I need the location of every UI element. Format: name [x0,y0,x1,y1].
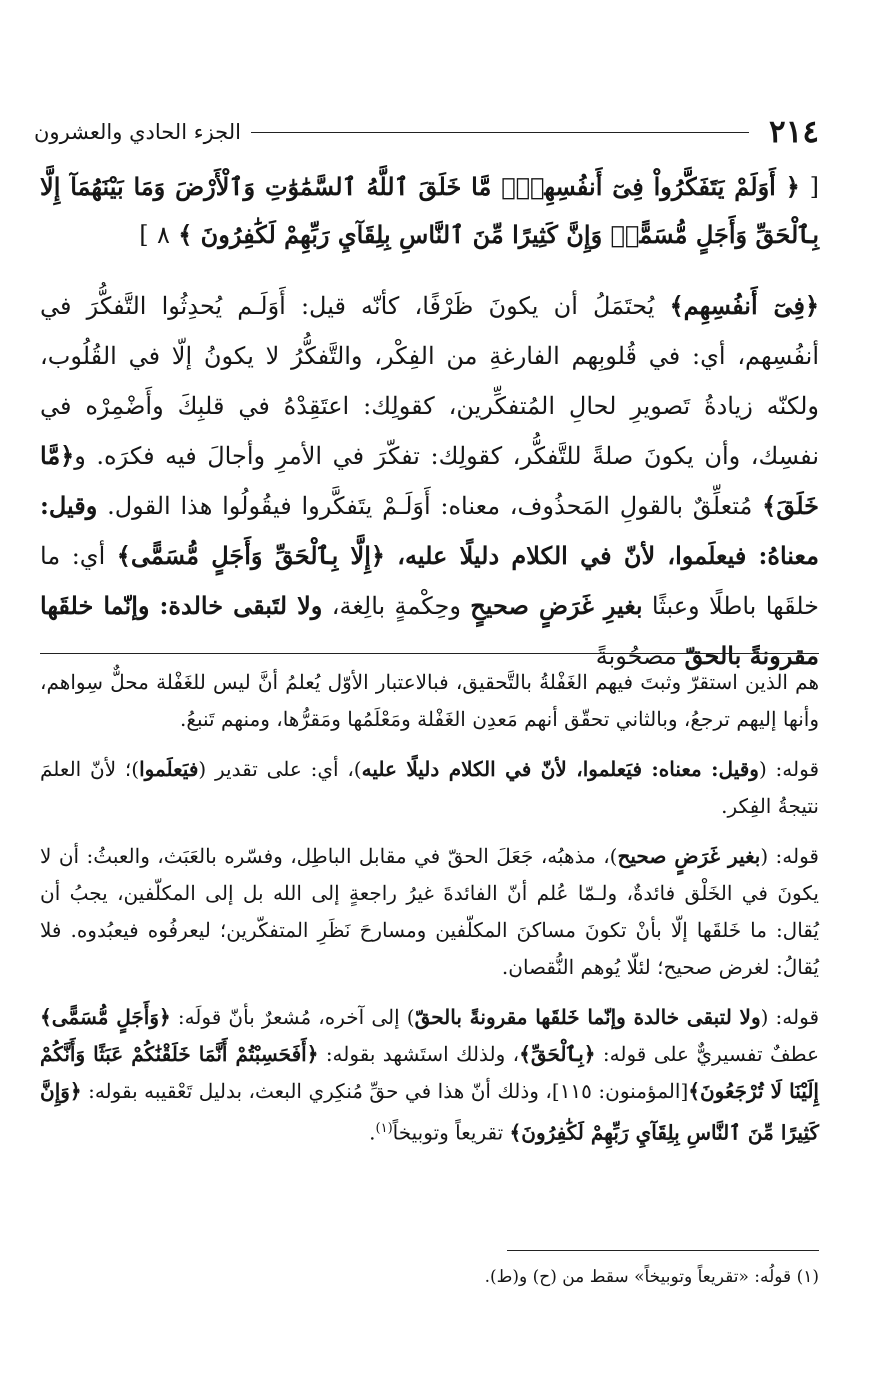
verse-number: ٨ [156,221,170,249]
commentary-bold: بغير غَرَضٍ صحيح [617,844,761,868]
commentary-paragraph-3 [40,838,819,986]
commentary-segment: ، ولذلك استَشهد بقوله: [318,1042,520,1066]
verse-open-bracket: [ [809,173,820,201]
commentary-segment: تقريعاً وتوبيخاً [392,1120,510,1145]
commentary-segment: ) إلى آخره، مُشعرٌ بأنّ قولَه: [170,1005,415,1029]
commentary-segment: [المؤمنون: ١١٥]، وذلك أنّ هذا في حقِّ مُنكِري البعث، بدليل تَعْقيبه بقوله: [81,1079,689,1103]
header-rule [251,132,749,133]
commentary-segment: عطفٌ تفسيريٌّ على قوله: [595,1042,820,1066]
tafsir-segment-3: أي: ما خلقَها باطلًا وعبثًا [40,542,819,620]
part-title: الجزء الحادي والعشرون [34,120,241,144]
page-number: ٢١٤ [769,114,819,150]
verse-text: ﴿ أَوَلَمْ يَتَفَكَّرُواْ فِىٓ أَنفُسِهِمْۗ مَّا خَلَقَ ٱللَّهُ ٱلسَّمَٰوَٰتِ وَٱلْأَرْضَ وَمَا بَيْنَهُمَآ إِلَّا بِٱلْحَقِّ وَأَجَلٍ مُّسَمًّىۗ وَإِنَّ كَثِيرًا مِّنَ ٱلنَّاسِ بِلِقَآيِ رَبِّهِمْ لَكَٰفِرُونَ ﴾ [40,172,819,249]
tafsir-segment-1: يُحتَمَلُ أن يكونَ ظَرْفًا، كأنّه قيل: أَوَلَـم يُحدِثُوا التَّفكُّرَ في أنفُسِهم، أي: في قُلوبِهم الفارغةِ من الفِكْر، والتَّفكُّرُ لا يكونُ إلّا في القُلُوب، ولكنّه زيادةُ تَصويرِ لحالِ المُتفكِّرين، كقولِك: اعتَقِدْهُ في قلبِكَ وأَضْمِرْه في نفسِك، وأن يكونَ صلةً للتَّفكُّر، كقولِك: تفكّرَ في الأمرِ وأجالَ فيه فكرَه. و [40,292,819,470]
commentary-paragraph-2 [40,751,819,825]
tafsir-bold-2: بغيرِ غَرَضٍ صحيحٍ [470,591,643,620]
quote-illa-bil-haqq: ﴿إِلَّا بِٱلْحَقِّ وَأَجَلٍ مُّسَمًّى﴾ [116,541,398,570]
commentary-segment: )، مذهبُه، جَعَلَ الحقّ في مقابل الباطِل، وفسّره بالعَبَث، والعبثُ: أن لا يكونَ في الخَلْق فائدةٌ، ولـمّا عُلم أنّ الفائدةَ غيرُ راجعةٍ إلى الله بل إلى المكلّفين، يجبُ أن يُقال: ما خَلقَها إلّا بأنْ تكونَ مساكنَ المكلّفين ومسارحَ نَظَرِ المتفكّرين؛ ليعرفُوه فيعبُدوه. فلا يُقالُ: لغرض صحيح؛ لئلّا يُوهم النُّقصان. [40,844,819,979]
commentary-bold: فيَعلَموا [139,757,199,781]
running-header [34,112,819,152]
commentary-block [40,664,819,1165]
commentary-segment: قوله: ( [760,844,819,868]
commentary-bold: ولا لتبقى خالدة وإنّما خَلقَها مقرونةً بالحقّ [414,1005,761,1029]
commentary-quote: ﴿وَأَجَلٍ مُّسَمًّى﴾ [40,1005,171,1029]
commentary-paragraph-4 [40,999,819,1152]
verse-close-bracket: ] [139,221,149,249]
commentary-segment: )، أي: على تقدير ( [198,757,362,781]
quote-fi-anfusihim: ﴿فِىٓ أَنفُسِهِم﴾ [669,291,820,320]
tafsir-text [40,281,819,681]
commentary-segment: . [369,1120,376,1145]
quran-verse [40,163,819,259]
commentary-paragraph-1: هم الذين استقرّ وثبتَ فيهم الغَفْلةُ بالتَّحقيق، فبالاعتبار الأوّل يُعلمُ أنَّ ليس للغَفْلة محلٌّ سِواهم، وأنها إليهم ترجعُ، وبالثاني تحقّق أنهم مَعدِن الغَفْلة ومَعْلَمُها ومَقرُّها، ومنهم تَنبعُ. [40,670,819,731]
footnote-reference[interactable]: (١) [375,1121,393,1136]
quote-ma-khalaqa: ﴿مَّا خَلَقَ﴾ [40,441,819,520]
footnote: (١) قولُه: «تقريعاً وتوبيخاً» سقط من (ح) و(ط). [484,1267,819,1287]
commentary-quote: ﴿وَإِنَّ كَثِيرًا مِّنَ ٱلنَّاسِ بِلِقَآيِ رَبِّهِمْ لَكَٰفِرُونَ﴾ [40,1079,819,1145]
commentary-quote: ﴿بِٱلْحَقِّ﴾ [519,1042,596,1066]
tafsir-segment-4: وحِكْمةٍ بالِغة، [322,592,471,620]
commentary-segment: )؛ لأنّ العلمَ نتيجةُ الفِكر. [40,757,819,818]
commentary-bold: وقيل: معناه: فيَعلموا، لأنّ في الكلام دليلًا عليه [361,757,759,781]
commentary-divider [40,653,819,654]
commentary-quote: ﴿أَفَحَسِبْتُمْ أَنَّمَا خَلَقْنَٰكُمْ عَبَثًا وَأَنَّكُمْ إِلَيْنَا لَا تُرْجَعُونَ﴾ [40,1042,819,1103]
footnote-divider [507,1250,819,1251]
commentary-segment: قوله: ( [758,757,819,781]
commentary-segment: قوله: ( [760,1005,819,1029]
tafsir-segment-5: مصحُوبةً [595,642,685,670]
tafsir-bold-3: ولا لتَبقى خالدة: وإنّما خلقَها مقرونةً بالحقّ [40,591,819,670]
tafsir-bold-1: وقيل: معناهُ: فيعلَموا، لأنّ في الكلام دليلًا عليه، [40,491,819,570]
tafsir-segment-2: مُتعلِّقٌ بالقولِ المَحذُوف، معناه: أَوَلَـمْ يتَفكَّروا فيقُولُوا هذا القول. [97,492,763,520]
